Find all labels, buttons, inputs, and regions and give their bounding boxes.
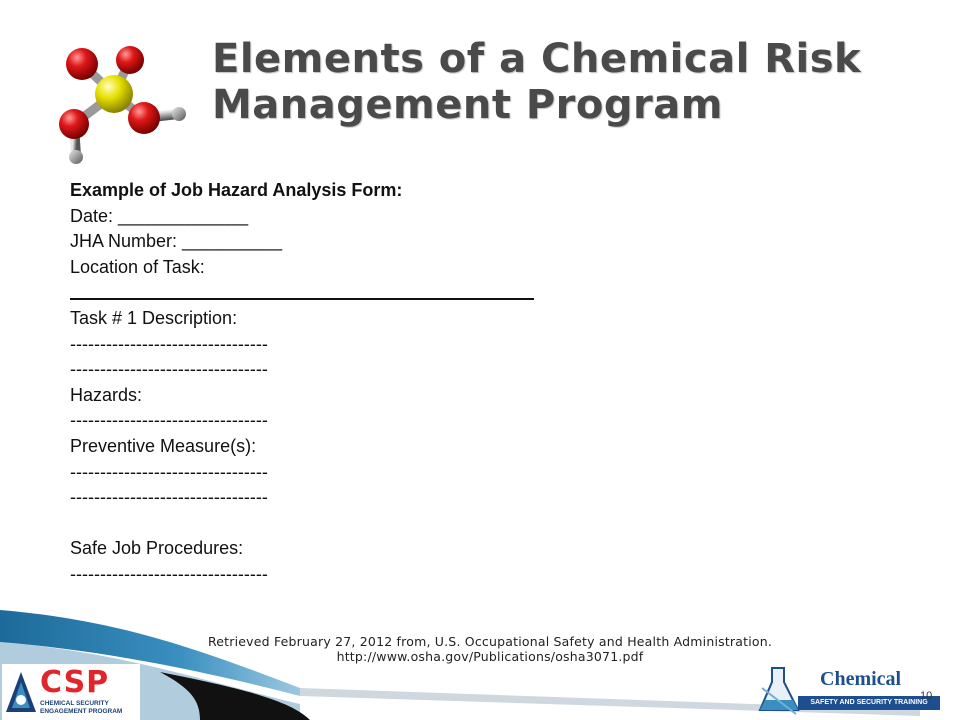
blank-line [70, 511, 670, 537]
preventive-measures-label: Preventive Measure(s): [70, 435, 257, 456]
flask-icon [756, 664, 802, 716]
location-label: Location of Task: [70, 256, 205, 277]
title-line-1: Elements of a Chemical Risk [212, 36, 862, 82]
form-heading: Example of Job Hazard Analysis Form: [70, 180, 403, 200]
csp-logo-text: CSP [40, 665, 110, 700]
page-number: 10 [920, 690, 933, 702]
csp-logo [2, 664, 140, 720]
hazards-label: Hazards: [70, 384, 143, 405]
citation-url: http://www.osha.gov/Publications/osha3071.pdf [336, 649, 644, 664]
citation [160, 634, 820, 664]
jha-form [70, 178, 670, 588]
title-line-2: Management Program [212, 82, 723, 128]
slide-title [212, 36, 932, 128]
csp-logo-subtitle: CHEMICAL SECURITY ENGAGEMENT PROGRAM [40, 700, 123, 715]
jha-number-field: JHA Number: __________ [70, 231, 283, 252]
csp-emblem-icon [4, 670, 38, 716]
dashed-line: --------------------------------- [70, 333, 268, 354]
dashed-line: --------------------------------- [70, 410, 268, 431]
chemical-logo-tagline: SAFETY AND SECURITY TRAINING [798, 696, 940, 710]
citation-line-1: Retrieved February 27, 2012 from, U.S. Occupational Safety and Health Administration. [207, 634, 773, 649]
dashed-line: --------------------------------- [70, 563, 268, 584]
molecule-icon [52, 40, 202, 170]
chemical-logo-text: Chemical [820, 668, 902, 690]
location-underline [70, 280, 670, 306]
safe-procedures-label: Safe Job Procedures: [70, 538, 244, 559]
date-field: Date: _____________ [70, 205, 249, 226]
dashed-line: --------------------------------- [70, 359, 268, 380]
task-description-label: Task # 1 Description: [70, 307, 238, 328]
dashed-line: --------------------------------- [70, 487, 268, 508]
dashed-line: --------------------------------- [70, 461, 268, 482]
